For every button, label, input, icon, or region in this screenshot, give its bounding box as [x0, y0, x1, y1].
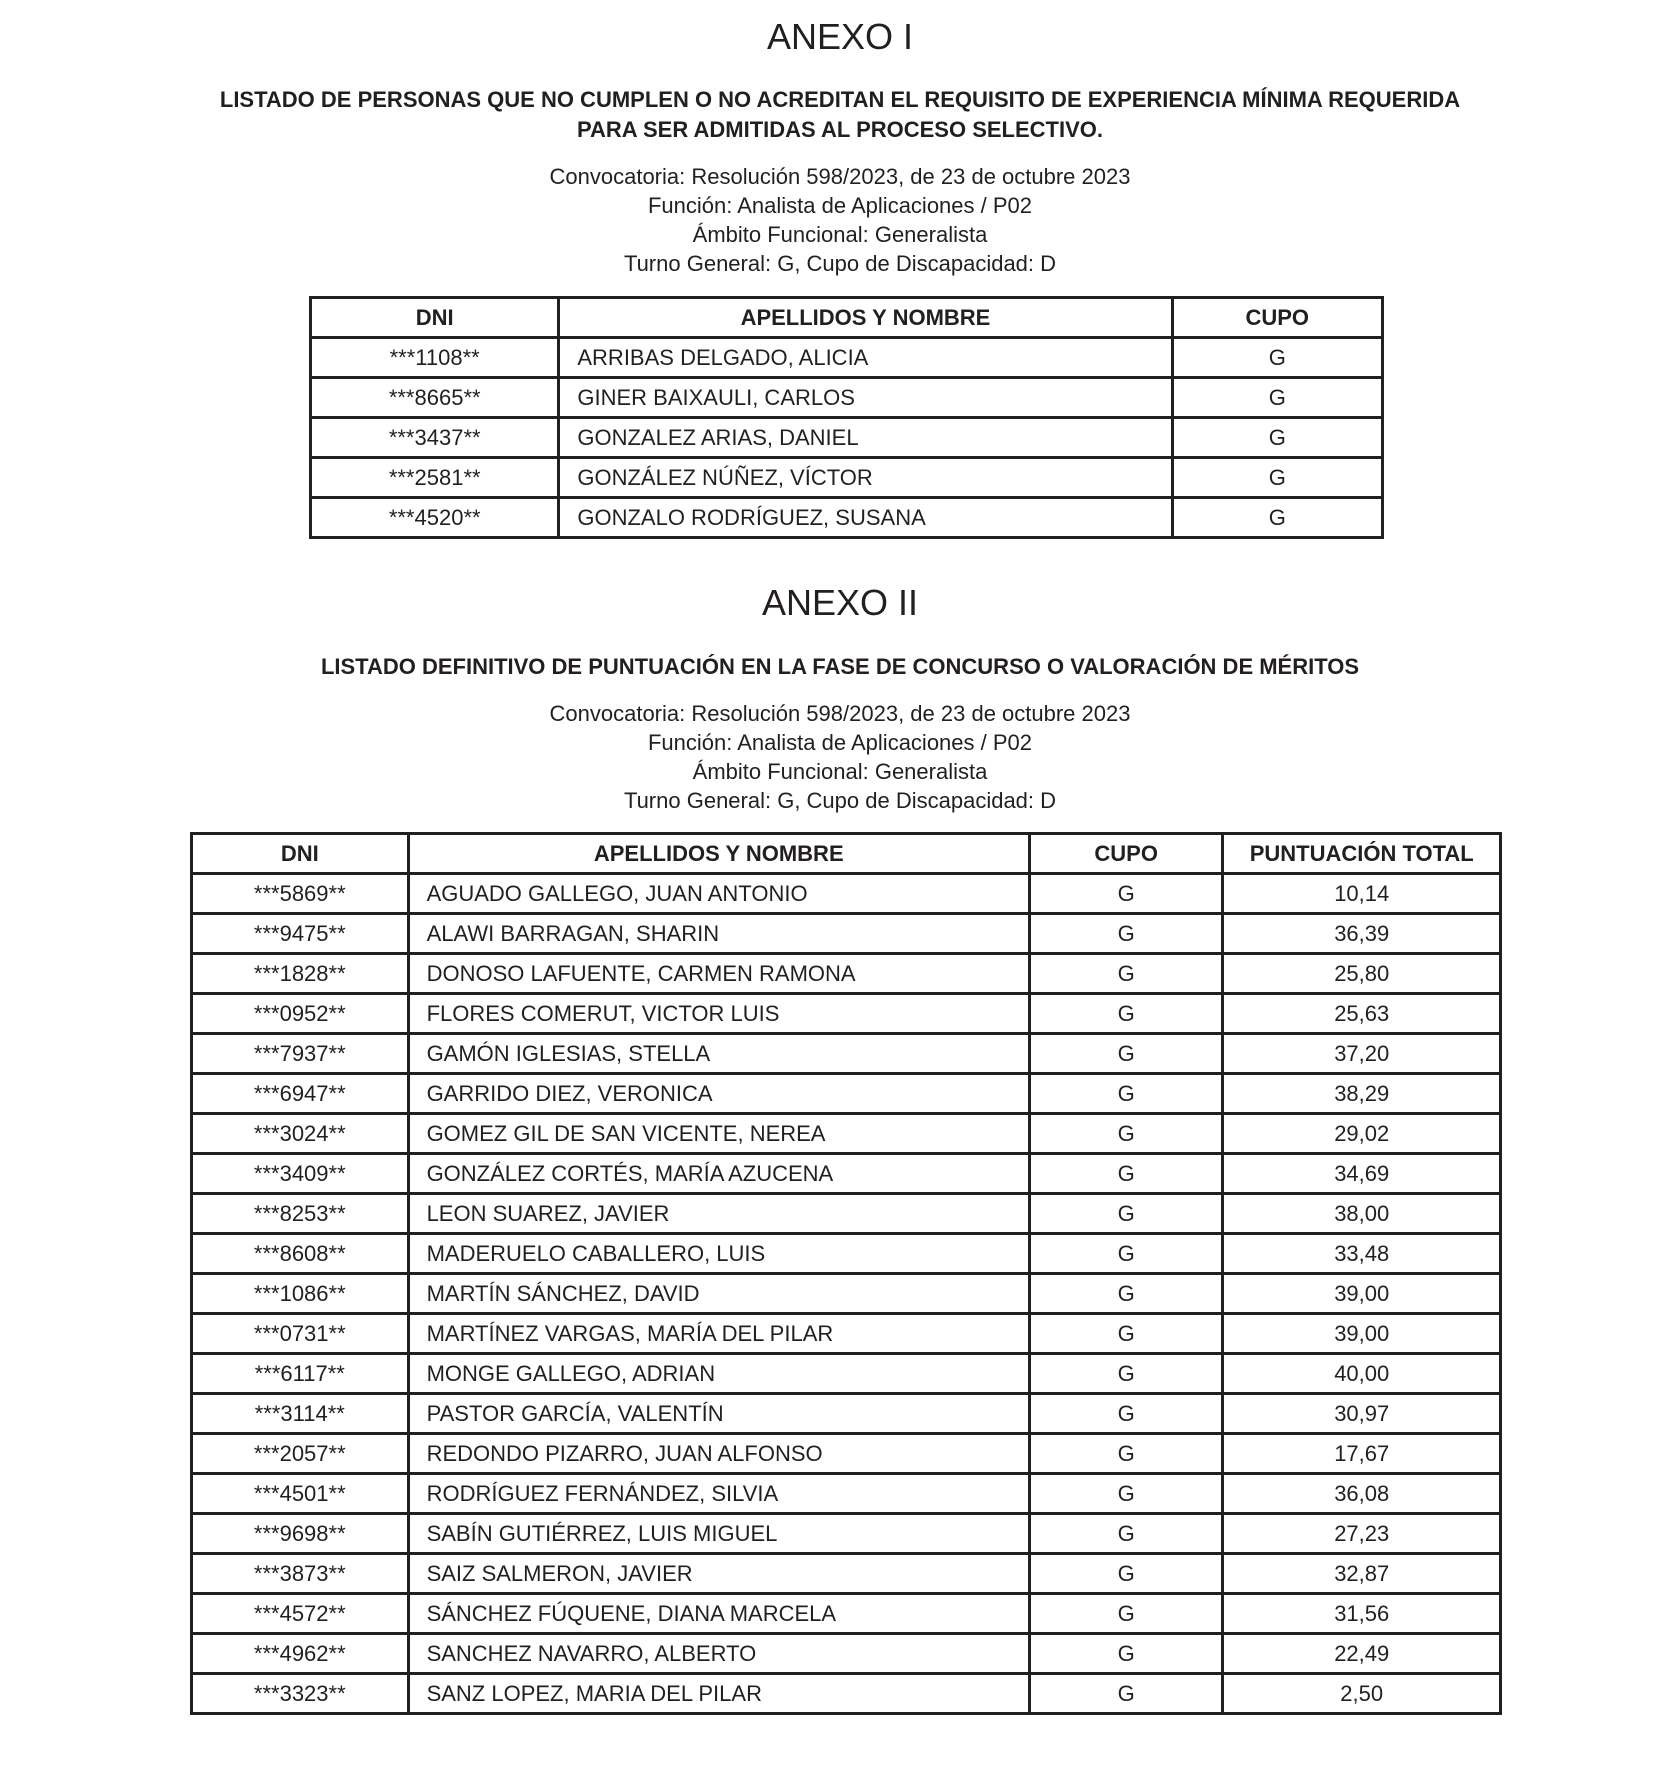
cell-dni: ***7937**: [192, 1034, 409, 1074]
cell-cupo: G: [1029, 1394, 1223, 1434]
cell-puntuacion: 38,29: [1223, 1074, 1501, 1114]
anexo-1-subtitle-line-2: PARA SER ADMITIDAS AL PROCESO SELECTIVO.: [576, 117, 1103, 142]
anexo-2-title: ANEXO II: [761, 582, 919, 623]
cell-name: SANZ LOPEZ, MARIA DEL PILAR: [408, 1674, 1029, 1714]
meta-ambito: Ámbito Funcional: Generalista: [692, 759, 988, 784]
cell-name: AGUADO GALLEGO, JUAN ANTONIO: [408, 874, 1029, 914]
cell-dni: ***6947**: [192, 1074, 409, 1114]
cell-puntuacion: 40,00: [1223, 1354, 1501, 1394]
cell-cupo: G: [1172, 338, 1382, 378]
meta-funcion: Función: Analista de Aplicaciones / P02: [647, 193, 1033, 218]
cell-cupo: G: [1029, 1434, 1223, 1474]
cell-cupo: G: [1029, 914, 1223, 954]
meta-turno: Turno General: G, Cupo de Discapacidad: D: [623, 788, 1057, 813]
table-header-row: [311, 298, 1383, 338]
cell-name: GOMEZ GIL DE SAN VICENTE, NEREA: [408, 1114, 1029, 1154]
cell-name: SANCHEZ NAVARRO, ALBERTO: [408, 1634, 1029, 1674]
table-row: [192, 914, 1501, 954]
cell-cupo: G: [1029, 1674, 1223, 1714]
cell-dni: ***4962**: [192, 1634, 409, 1674]
cell-dni: ***4572**: [192, 1594, 409, 1634]
table-row: [192, 1354, 1501, 1394]
cell-cupo: G: [1029, 1554, 1223, 1594]
cell-dni: ***0952**: [192, 994, 409, 1034]
cell-cupo: G: [1029, 1474, 1223, 1514]
cell-name: MONGE GALLEGO, ADRIAN: [408, 1354, 1029, 1394]
meta-convocatoria: Convocatoria: Resolución 598/2023, de 23 de octubre 2023: [549, 701, 1131, 726]
meta-funcion: Función: Analista de Aplicaciones / P02: [647, 730, 1033, 755]
table-row: [311, 498, 1383, 538]
cell-name: MARTÍN SÁNCHEZ, DAVID: [408, 1274, 1029, 1314]
cell-dni: ***1108**: [311, 338, 559, 378]
cell-name: LEON SUAREZ, JAVIER: [408, 1194, 1029, 1234]
table-row: [192, 1154, 1501, 1194]
cell-puntuacion: 39,00: [1223, 1274, 1501, 1314]
header-dni: DNI: [311, 298, 559, 338]
cell-dni: ***8253**: [192, 1194, 409, 1234]
cell-dni: ***3873**: [192, 1554, 409, 1594]
anexo-2-subtitle: LISTADO DEFINITIVO DE PUNTUACIÓN EN LA FASE DE CONCURSO O VALORACIÓN DE MÉRITOS: [320, 654, 1360, 679]
table-row: [192, 954, 1501, 994]
cell-cupo: G: [1029, 1154, 1223, 1194]
cell-cupo: G: [1029, 874, 1223, 914]
table-row: [192, 1674, 1501, 1714]
cell-dni: ***5869**: [192, 874, 409, 914]
cell-name: GONZÁLEZ NÚÑEZ, VÍCTOR: [559, 458, 1172, 498]
cell-dni: ***2057**: [192, 1434, 409, 1474]
cell-dni: ***3114**: [192, 1394, 409, 1434]
cell-dni: ***1828**: [192, 954, 409, 994]
header-dni: DNI: [192, 834, 409, 874]
cell-name: ARRIBAS DELGADO, ALICIA: [559, 338, 1172, 378]
anexo-1-title: ANEXO I: [766, 16, 914, 57]
header-cupo: CUPO: [1029, 834, 1223, 874]
cell-name: RODRÍGUEZ FERNÁNDEZ, SILVIA: [408, 1474, 1029, 1514]
cell-cupo: G: [1029, 1234, 1223, 1274]
cell-cupo: G: [1172, 498, 1382, 538]
meta-turno: Turno General: G, Cupo de Discapacidad: D: [623, 251, 1057, 276]
table-row: [311, 458, 1383, 498]
table-row: [192, 1194, 1501, 1234]
header-name: APELLIDOS Y NOMBRE: [559, 298, 1172, 338]
cell-cupo: G: [1172, 418, 1382, 458]
cell-dni: ***9698**: [192, 1514, 409, 1554]
cell-cupo: G: [1029, 1594, 1223, 1634]
cell-cupo: G: [1029, 1274, 1223, 1314]
table-row: [192, 1114, 1501, 1154]
cell-dni: ***4501**: [192, 1474, 409, 1514]
cell-dni: ***6117**: [192, 1354, 409, 1394]
cell-cupo: G: [1172, 378, 1382, 418]
cell-dni: ***3024**: [192, 1114, 409, 1154]
cell-puntuacion: 33,48: [1223, 1234, 1501, 1274]
cell-cupo: G: [1172, 458, 1382, 498]
cell-dni: ***8608**: [192, 1234, 409, 1274]
cell-name: SABÍN GUTIÉRREZ, LUIS MIGUEL: [408, 1514, 1029, 1554]
table-row: [192, 1234, 1501, 1274]
cell-puntuacion: 38,00: [1223, 1194, 1501, 1234]
cell-puntuacion: 17,67: [1223, 1434, 1501, 1474]
cell-name: REDONDO PIZARRO, JUAN ALFONSO: [408, 1434, 1029, 1474]
anexo-1-meta: [0, 162, 1680, 278]
anexo-1-subtitle-line-1: LISTADO DE PERSONAS QUE NO CUMPLEN O NO ACREDITAN EL REQUISITO DE EXPERIENCIA MÍNIMA REQUERIDA: [219, 87, 1461, 112]
table-row: [192, 994, 1501, 1034]
cell-cupo: G: [1029, 1034, 1223, 1074]
meta-convocatoria: Convocatoria: Resolución 598/2023, de 23 de octubre 2023: [549, 164, 1131, 189]
anexo-2-table: [190, 832, 1502, 1715]
cell-puntuacion: 10,14: [1223, 874, 1501, 914]
table-row: [192, 1394, 1501, 1434]
cell-cupo: G: [1029, 1514, 1223, 1554]
cell-cupo: G: [1029, 1354, 1223, 1394]
cell-dni: ***3323**: [192, 1674, 409, 1714]
header-puntuacion-total: PUNTUACIÓN TOTAL: [1223, 834, 1501, 874]
cell-cupo: G: [1029, 1194, 1223, 1234]
cell-dni: ***8665**: [311, 378, 559, 418]
table-row: [192, 1594, 1501, 1634]
table-row: [192, 1314, 1501, 1354]
anexo-1-table: [309, 296, 1384, 539]
table-row: [311, 378, 1383, 418]
table-row: [192, 1514, 1501, 1554]
header-cupo: CUPO: [1172, 298, 1382, 338]
cell-puntuacion: 27,23: [1223, 1514, 1501, 1554]
anexo-1-subtitle: [0, 85, 1680, 145]
cell-puntuacion: 25,80: [1223, 954, 1501, 994]
table-row: [192, 874, 1501, 914]
table-row: [192, 1474, 1501, 1514]
cell-dni: ***3409**: [192, 1154, 409, 1194]
cell-dni: ***9475**: [192, 914, 409, 954]
table-row: [192, 1034, 1501, 1074]
cell-puntuacion: 31,56: [1223, 1594, 1501, 1634]
cell-cupo: G: [1029, 1634, 1223, 1674]
table-row: [192, 1554, 1501, 1594]
cell-name: SAIZ SALMERON, JAVIER: [408, 1554, 1029, 1594]
cell-puntuacion: 32,87: [1223, 1554, 1501, 1594]
cell-puntuacion: 36,39: [1223, 914, 1501, 954]
cell-name: MARTÍNEZ VARGAS, MARÍA DEL PILAR: [408, 1314, 1029, 1354]
cell-name: DONOSO LAFUENTE, CARMEN RAMONA: [408, 954, 1029, 994]
table-header-row: [192, 834, 1501, 874]
cell-puntuacion: 2,50: [1223, 1674, 1501, 1714]
cell-puntuacion: 36,08: [1223, 1474, 1501, 1514]
cell-puntuacion: 37,20: [1223, 1034, 1501, 1074]
cell-name: SÁNCHEZ FÚQUENE, DIANA MARCELA: [408, 1594, 1029, 1634]
cell-cupo: G: [1029, 994, 1223, 1034]
cell-name: PASTOR GARCÍA, VALENTÍN: [408, 1394, 1029, 1434]
cell-cupo: G: [1029, 1114, 1223, 1154]
cell-dni: ***3437**: [311, 418, 559, 458]
table-row: [192, 1074, 1501, 1114]
cell-dni: ***1086**: [192, 1274, 409, 1314]
cell-cupo: G: [1029, 954, 1223, 994]
cell-cupo: G: [1029, 1074, 1223, 1114]
table-row: [192, 1274, 1501, 1314]
table-row: [192, 1434, 1501, 1474]
cell-puntuacion: 22,49: [1223, 1634, 1501, 1674]
meta-ambito: Ámbito Funcional: Generalista: [692, 222, 988, 247]
cell-cupo: G: [1029, 1314, 1223, 1354]
cell-puntuacion: 29,02: [1223, 1114, 1501, 1154]
header-name: APELLIDOS Y NOMBRE: [408, 834, 1029, 874]
table-row: [192, 1634, 1501, 1674]
cell-dni: ***2581**: [311, 458, 559, 498]
cell-puntuacion: 39,00: [1223, 1314, 1501, 1354]
table-row: [311, 418, 1383, 458]
cell-name: GONZALO RODRÍGUEZ, SUSANA: [559, 498, 1172, 538]
table-row: [311, 338, 1383, 378]
cell-dni: ***0731**: [192, 1314, 409, 1354]
cell-name: ALAWI BARRAGAN, SHARIN: [408, 914, 1029, 954]
cell-puntuacion: 30,97: [1223, 1394, 1501, 1434]
cell-name: GARRIDO DIEZ, VERONICA: [408, 1074, 1029, 1114]
cell-puntuacion: 25,63: [1223, 994, 1501, 1034]
cell-name: GINER BAIXAULI, CARLOS: [559, 378, 1172, 418]
cell-puntuacion: 34,69: [1223, 1154, 1501, 1194]
cell-name: GAMÓN IGLESIAS, STELLA: [408, 1034, 1029, 1074]
cell-name: MADERUELO CABALLERO, LUIS: [408, 1234, 1029, 1274]
cell-name: FLORES COMERUT, VICTOR LUIS: [408, 994, 1029, 1034]
anexo-2-meta: [0, 699, 1680, 815]
cell-name: GONZALEZ ARIAS, DANIEL: [559, 418, 1172, 458]
cell-dni: ***4520**: [311, 498, 559, 538]
cell-name: GONZÁLEZ CORTÉS, MARÍA AZUCENA: [408, 1154, 1029, 1194]
